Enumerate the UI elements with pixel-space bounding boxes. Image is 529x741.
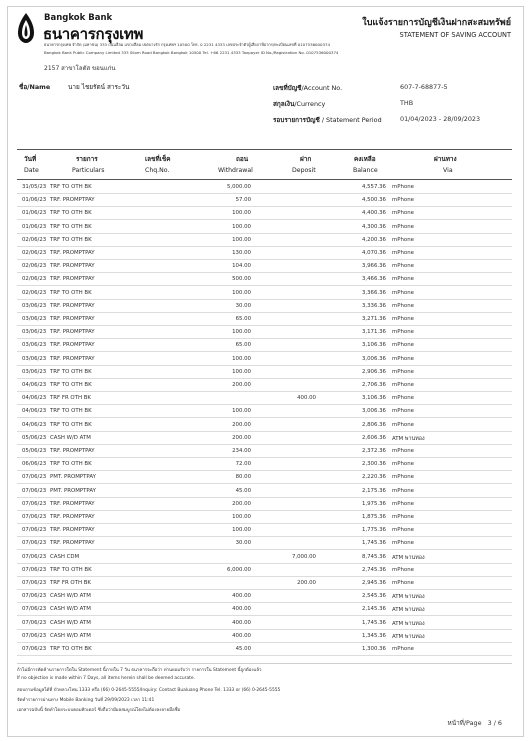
- cell-date: 03/06/23: [22, 368, 47, 375]
- cell-particulars: TRF. PROMPTPAY: [50, 527, 95, 534]
- cell-date: 07/06/23: [22, 632, 47, 639]
- cell-withdrawal: 100.00: [232, 514, 251, 520]
- cell-particulars: TRF. PROMPTPAY: [50, 302, 95, 309]
- cell-particulars: PMT. PROMPTPAY: [50, 487, 96, 494]
- cell-particulars: TRF. PROMPTPAY: [50, 500, 95, 507]
- cell-balance: 2,945.36: [361, 580, 386, 586]
- cell-via: mPhone: [392, 223, 414, 230]
- cell-particulars: TRF. PROMPTPAY: [50, 250, 95, 256]
- cell-date: 31/05/23: [22, 184, 47, 190]
- cell-balance: 1,775.36: [361, 527, 386, 534]
- cell-balance: 3,171.36: [361, 329, 386, 336]
- cell-date: 04/06/23: [22, 421, 47, 428]
- cell-via: mPhone: [392, 514, 414, 520]
- cell-balance: 1,745.36: [361, 619, 386, 626]
- table-row: [0, 326, 529, 339]
- cell-via: mPhone: [392, 500, 414, 507]
- page-number: หน้าที่/Page 3 / 6: [447, 719, 502, 727]
- name-value: นาย ไชยรัตน์ สาระวัน: [68, 83, 130, 91]
- table-row: [0, 524, 529, 537]
- cell-withdrawal: 500.00: [232, 276, 251, 283]
- cell-withdrawal: 100.00: [232, 408, 251, 415]
- cell-balance: 3,966.36: [361, 263, 386, 270]
- cell-via: ATM พานทอง: [392, 633, 425, 640]
- cell-via: mPhone: [392, 210, 414, 217]
- bangkok-bank-logo-icon: [17, 12, 35, 44]
- cell-particulars: PMT. PROMPTPAY: [50, 474, 96, 481]
- cell-balance: 2,606.36: [361, 434, 386, 441]
- table-row: [0, 353, 529, 366]
- table-row: [0, 181, 529, 194]
- cell-date: 03/06/23: [22, 342, 47, 349]
- cell-particulars: TRF TO OTH BK: [50, 646, 92, 652]
- cell-particulars: TRF TO OTH BK: [50, 408, 92, 415]
- table-header-rule: [17, 179, 512, 180]
- table-row: [0, 630, 529, 643]
- cell-particulars: TRF. PROMPTPAY: [50, 329, 95, 336]
- cell-date: 01/06/23: [22, 210, 47, 217]
- cell-balance: 2,300.36: [361, 461, 386, 468]
- table-row: [0, 551, 529, 564]
- cell-date: 04/06/23: [22, 382, 47, 388]
- cell-date: 07/06/23: [22, 593, 47, 600]
- bank-address-en: Bangkok Bank Public Company Limited 333 Silom Road Bangkok Bangkok 10500 Tel. +66 2231 4333 Taxpayer ID No./Registration No. 0107536000374: [44, 50, 339, 55]
- cell-date: 07/06/23: [22, 514, 47, 520]
- cell-balance: 4,400.36: [361, 210, 386, 217]
- cell-balance: 2,145.36: [361, 606, 386, 613]
- cell-withdrawal: 30.00: [235, 302, 251, 309]
- cell-withdrawal: 200.00: [232, 434, 251, 441]
- cell-withdrawal: 200.00: [232, 382, 251, 388]
- cell-date: 02/06/23: [22, 236, 47, 243]
- cell-date: 02/06/23: [22, 263, 47, 270]
- cell-date: 05/06/23: [22, 434, 47, 441]
- cell-date: 03/06/23: [22, 329, 47, 336]
- table-row: [0, 471, 529, 484]
- cell-via: mPhone: [392, 580, 414, 586]
- cell-particulars: TRF TO OTH BK: [50, 289, 92, 296]
- cell-particulars: CASH W/D ATM: [50, 619, 91, 626]
- cell-date: 07/06/23: [22, 619, 47, 626]
- cell-withdrawal: 100.00: [232, 527, 251, 534]
- cell-withdrawal: 100.00: [232, 329, 251, 336]
- table-row: [0, 273, 529, 286]
- cell-withdrawal: 200.00: [232, 421, 251, 428]
- cell-via: mPhone: [392, 236, 414, 243]
- cell-via: mPhone: [392, 461, 414, 468]
- statement-title-th: ใบแจ้งรายการบัญชีเงินฝากสะสมทรัพย์: [362, 18, 511, 28]
- col-header-balance-en: Balance: [353, 167, 378, 174]
- cell-via: mPhone: [392, 540, 414, 547]
- table-row: [0, 234, 529, 247]
- table-row: [0, 458, 529, 471]
- table-row: [0, 300, 529, 313]
- cell-particulars: TRF TO OTH BK: [50, 566, 92, 573]
- footer-inquiry: สอบถามข้อมูลได้ที่ บัวหลวงโฟน 1333 หรือ (66) 0-2645-5555/Inquiry: Contact Bualuang Phone Tel. 1333 or (66) 0-2645-5555: [17, 688, 281, 693]
- cell-via: mPhone: [392, 566, 414, 573]
- table-row: [0, 590, 529, 603]
- cell-date: 02/06/23: [22, 250, 47, 256]
- cell-balance: 1,745.36: [361, 540, 386, 547]
- currency-label: สกุลเงิน/Currency: [273, 100, 326, 108]
- cell-withdrawal: 234.00: [232, 448, 251, 454]
- cell-via: mPhone: [392, 368, 414, 375]
- cell-date: 07/06/23: [22, 646, 47, 652]
- cell-via: mPhone: [392, 250, 414, 256]
- table-row: [0, 207, 529, 220]
- cell-via: mPhone: [392, 395, 414, 402]
- table-row: [0, 643, 529, 656]
- cell-balance: 1,875.36: [361, 514, 386, 520]
- cell-withdrawal: 45.00: [235, 646, 251, 652]
- cell-via: ATM พานทอง: [392, 607, 425, 614]
- table-row: [0, 511, 529, 524]
- bank-address-th: ธนาคารกรุงเทพ จำกัด (มหาชน) 333 ถนนสีลม แขวงสีลม เขตบางรัก กรุงเทพฯ 10500 โทร. 0 2231 4333 เลขประจำตัวผู้เสียภาษีอากร/ทะเบียนเลขที่ 0107536000374: [44, 42, 330, 47]
- col-header-particulars-th: รายการ: [76, 155, 98, 163]
- cell-withdrawal: 400.00: [232, 593, 251, 600]
- cell-date: 07/06/23: [22, 580, 47, 586]
- bank-name-en: Bangkok Bank: [44, 13, 113, 23]
- cell-particulars: CASH CDM: [50, 553, 80, 560]
- cell-date: 07/06/23: [22, 606, 47, 613]
- table-row: [0, 485, 529, 498]
- cell-via: mPhone: [392, 474, 414, 481]
- cell-balance: 3,006.36: [361, 355, 386, 362]
- cell-withdrawal: 57.00: [235, 197, 251, 204]
- footer-objection-th: ถ้าไม่มีการคัดค้านรายการใดใน Statement นี้ภายใน 7 วัน ธนาคารจะถือว่า ท่านยอมรับว่า รายการใน Statement นี้ถูกต้องแล้ว: [17, 668, 262, 673]
- cell-date: 07/06/23: [22, 527, 47, 534]
- cell-balance: 2,545.36: [361, 593, 386, 600]
- table-row: [0, 339, 529, 352]
- bank-name-th: ธนาคารกรุงเทพ: [43, 25, 144, 43]
- cell-balance: 3,106.36: [361, 395, 386, 402]
- footer-computer-generated: เอกสารฉบับนี้ จัดทำโดยระบบคอมพิวเตอร์ ซึ่งถือว่ามีผลสมบูรณ์โดยไม่ต้องลงลายมือชื่อ: [17, 708, 181, 713]
- cell-particulars: CASH W/D ATM: [50, 593, 91, 600]
- cell-particulars: TRF FR OTH BK: [50, 580, 91, 586]
- cell-withdrawal: 100.00: [232, 223, 251, 230]
- cell-via: mPhone: [392, 355, 414, 362]
- cell-withdrawal: 65.00: [235, 342, 251, 349]
- cell-balance: 4,300.36: [361, 223, 386, 230]
- cell-particulars: TRF. PROMPTPAY: [50, 448, 95, 454]
- footer-objection-en: If no objection is made within 7 Days, all items herein shall be deemed accurate.: [17, 676, 195, 681]
- cell-balance: 1,300.36: [361, 646, 386, 652]
- cell-particulars: TRF. PROMPTPAY: [50, 342, 95, 349]
- cell-deposit: 200.00: [297, 580, 316, 586]
- cell-withdrawal: 100.00: [232, 289, 251, 296]
- table-row: [0, 392, 529, 405]
- cell-balance: 8,745.36: [361, 553, 386, 560]
- account-no-value: 607-7-68877-5: [400, 83, 448, 91]
- cell-particulars: CASH W/D ATM: [50, 632, 91, 639]
- cell-particulars: TRF. PROMPTPAY: [50, 276, 95, 283]
- cell-date: 04/06/23: [22, 395, 47, 402]
- cell-balance: 4,557.36: [361, 184, 386, 190]
- table-row: [0, 617, 529, 630]
- cell-particulars: TRF TO OTH BK: [50, 210, 92, 217]
- cell-via: mPhone: [392, 263, 414, 270]
- cell-balance: 3,466.36: [361, 276, 386, 283]
- cell-withdrawal: 100.00: [232, 236, 251, 243]
- cell-balance: 2,706.36: [361, 382, 386, 388]
- cell-date: 04/06/23: [22, 408, 47, 415]
- table-row: [0, 287, 529, 300]
- cell-particulars: TRF TO OTH BK: [50, 421, 92, 428]
- col-header-chq-en: Chq.No.: [145, 167, 170, 174]
- cell-balance: 3,336.36: [361, 302, 386, 309]
- cell-balance: 3,366.36: [361, 289, 386, 296]
- cell-via: ATM พานทอง: [392, 594, 425, 601]
- cell-balance: 1,975.36: [361, 500, 386, 507]
- cell-withdrawal: 100.00: [232, 210, 251, 217]
- cell-particulars: TRF TO OTH BK: [50, 236, 92, 243]
- cell-via: ATM พานทอง: [392, 620, 425, 627]
- cell-via: mPhone: [392, 408, 414, 415]
- table-row: [0, 260, 529, 273]
- cell-balance: 2,806.36: [361, 421, 386, 428]
- cell-withdrawal: 80.00: [235, 474, 251, 481]
- table-row: [0, 577, 529, 590]
- footer-generated: จัดทำรายการผ่านทาง Mobile Banking วันที่ 29/09/2023 เวลา 11:41: [17, 698, 155, 703]
- cell-via: mPhone: [392, 448, 414, 454]
- cell-balance: 2,745.36: [361, 566, 386, 573]
- cell-particulars: TRF. PROMPTPAY: [50, 540, 95, 547]
- cell-balance: 2,175.36: [361, 487, 386, 494]
- period-value: 01/04/2023 - 28/09/2023: [400, 115, 481, 123]
- cell-via: mPhone: [392, 302, 414, 309]
- cell-deposit: 7,000.00: [291, 553, 316, 560]
- cell-withdrawal: 30.00: [235, 540, 251, 547]
- cell-via: mPhone: [392, 316, 414, 322]
- table-row: [0, 419, 529, 432]
- cell-balance: 4,200.36: [361, 236, 386, 243]
- cell-date: 07/06/23: [22, 474, 47, 481]
- cell-withdrawal: 400.00: [232, 619, 251, 626]
- cell-via: mPhone: [392, 184, 414, 190]
- cell-date: 01/06/23: [22, 223, 47, 230]
- cell-withdrawal: 65.00: [235, 316, 251, 322]
- cell-balance: 1,345.36: [361, 632, 386, 639]
- cell-withdrawal: 104.00: [232, 263, 251, 270]
- cell-particulars: CASH W/D ATM: [50, 606, 91, 613]
- cell-withdrawal: 100.00: [232, 368, 251, 375]
- cell-date: 05/06/23: [22, 448, 47, 454]
- col-header-date-en: Date: [24, 167, 39, 174]
- cell-date: 03/06/23: [22, 355, 47, 362]
- branch-name: 2157 สาขาโลตัส ขอนแก่น: [44, 65, 116, 72]
- cell-particulars: TRF TO OTH BK: [50, 382, 92, 388]
- cell-via: mPhone: [392, 329, 414, 336]
- table-row: [0, 379, 529, 392]
- cell-particulars: TRF. PROMPTPAY: [50, 355, 95, 362]
- cell-withdrawal: 6,000.00: [226, 566, 251, 573]
- cell-via: mPhone: [392, 646, 414, 652]
- cell-deposit: 400.00: [297, 395, 316, 402]
- cell-withdrawal: 100.00: [232, 355, 251, 362]
- table-row: [0, 445, 529, 458]
- cell-balance: 3,106.36: [361, 342, 386, 349]
- cell-date: 07/06/23: [22, 487, 47, 494]
- col-header-via-th: ผ่านทาง: [434, 155, 457, 163]
- cell-via: ATM พานทอง: [392, 435, 425, 442]
- cell-particulars: TRF TO OTH BK: [50, 461, 92, 468]
- cell-date: 07/06/23: [22, 566, 47, 573]
- cell-balance: 4,500.36: [361, 197, 386, 204]
- cell-particulars: TRF. PROMPTPAY: [50, 197, 95, 204]
- cell-particulars: TRF TO OTH BK: [50, 184, 92, 190]
- col-header-balance-th: คงเหลือ: [354, 155, 376, 163]
- col-header-deposit-th: ฝาก: [300, 155, 312, 163]
- col-header-particulars-en: Particulars: [72, 167, 105, 174]
- cell-via: ATM พานทอง: [392, 554, 425, 561]
- cell-particulars: TRF. PROMPTPAY: [50, 263, 95, 270]
- cell-date: 03/06/23: [22, 316, 47, 322]
- cell-particulars: TRF TO OTH BK: [50, 223, 92, 230]
- cell-date: 07/06/23: [22, 553, 47, 560]
- cell-particulars: CASH W/D ATM: [50, 434, 91, 441]
- cell-via: mPhone: [392, 289, 414, 296]
- table-row: [0, 313, 529, 326]
- col-header-chq-th: เลขที่เช็ค: [145, 155, 171, 163]
- name-label: ชื่อ/Name: [19, 83, 51, 91]
- col-header-withdrawal-en: Withdrawal: [218, 167, 253, 174]
- cell-via: mPhone: [392, 487, 414, 494]
- account-no-label: เลขที่บัญชี/Account No.: [273, 84, 343, 92]
- cell-withdrawal: 72.00: [235, 461, 251, 468]
- statement-title-en: STATEMENT OF SAVING ACCOUNT: [399, 31, 511, 39]
- cell-balance: 3,006.36: [361, 408, 386, 415]
- table-row: [0, 537, 529, 550]
- cell-date: 06/06/23: [22, 461, 47, 468]
- cell-balance: 3,271.36: [361, 316, 386, 322]
- table-row: [0, 564, 529, 577]
- table-row: [0, 366, 529, 379]
- row-divider: [17, 655, 512, 656]
- cell-particulars: TRF FR OTH BK: [50, 395, 91, 402]
- cell-balance: 2,220.36: [361, 474, 386, 481]
- table-row: [0, 247, 529, 260]
- cell-balance: 2,372.36: [361, 448, 386, 454]
- table-row: [0, 498, 529, 511]
- table-row: [0, 221, 529, 234]
- cell-withdrawal: 5,000.00: [226, 184, 251, 190]
- cell-via: mPhone: [392, 527, 414, 534]
- period-label: รอบรายการบัญชี / Statement Period: [273, 116, 382, 124]
- cell-via: mPhone: [392, 382, 414, 388]
- col-header-deposit-en: Deposit: [292, 167, 316, 174]
- cell-particulars: TRF. PROMPTPAY: [50, 316, 95, 322]
- cell-balance: 4,070.36: [361, 250, 386, 256]
- cell-withdrawal: 45.00: [235, 487, 251, 494]
- cell-balance: 2,906.36: [361, 368, 386, 375]
- cell-via: mPhone: [392, 421, 414, 428]
- table-top-rule: [17, 149, 512, 150]
- cell-withdrawal: 400.00: [232, 606, 251, 613]
- cell-date: 03/06/23: [22, 302, 47, 309]
- cell-via: mPhone: [392, 276, 414, 283]
- col-header-via-en: Via: [443, 167, 453, 174]
- cell-via: mPhone: [392, 197, 414, 204]
- cell-date: 02/06/23: [22, 276, 47, 283]
- cell-particulars: TRF. PROMPTPAY: [50, 514, 95, 520]
- cell-date: 02/06/23: [22, 289, 47, 296]
- cell-date: 01/06/23: [22, 197, 47, 204]
- table-row: [0, 405, 529, 418]
- cell-date: 07/06/23: [22, 500, 47, 507]
- cell-withdrawal: 130.00: [232, 250, 251, 256]
- currency-value: THB: [400, 99, 414, 107]
- cell-withdrawal: 200.00: [232, 500, 251, 507]
- cell-withdrawal: 400.00: [232, 632, 251, 639]
- table-row: [0, 603, 529, 616]
- col-header-withdrawal-th: ถอน: [236, 155, 249, 163]
- cell-via: mPhone: [392, 342, 414, 349]
- table-row: [0, 194, 529, 207]
- table-bottom-rule: [17, 663, 512, 664]
- cell-date: 07/06/23: [22, 540, 47, 547]
- col-header-date-th: วันที่: [24, 155, 37, 163]
- cell-particulars: TRF TO OTH BK: [50, 368, 92, 375]
- table-row: [0, 432, 529, 445]
